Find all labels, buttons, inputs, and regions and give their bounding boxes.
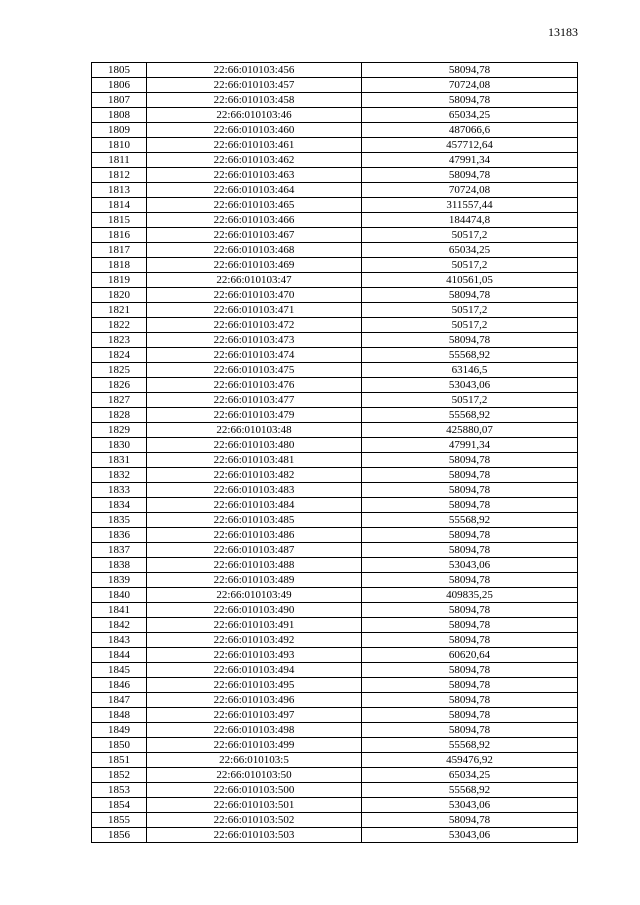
cadastral-value-cell: 459476,92 [362,753,578,768]
table-row [92,558,578,573]
row-number-cell: 1834 [92,498,147,513]
cadastral-number-cell: 22:66:010103:48 [147,423,362,438]
cadastral-number-cell: 22:66:010103:456 [147,63,362,78]
cadastral-value-cell: 410561,05 [362,273,578,288]
row-number-cell: 1809 [92,123,147,138]
row-number-cell: 1807 [92,93,147,108]
table-row [92,408,578,423]
row-number-cell: 1855 [92,813,147,828]
row-number-cell: 1844 [92,648,147,663]
row-number-cell: 1842 [92,618,147,633]
table-row [92,213,578,228]
cadastral-number-cell: 22:66:010103:501 [147,798,362,813]
cadastral-value-cell: 487066,6 [362,123,578,138]
cadastral-number-cell: 22:66:010103:476 [147,378,362,393]
table-row [92,183,578,198]
table-row [92,258,578,273]
cadastral-value-cell: 65034,25 [362,108,578,123]
row-number-cell: 1839 [92,573,147,588]
cadastral-value-cell: 58094,78 [362,663,578,678]
cadastral-number-cell: 22:66:010103:499 [147,738,362,753]
table-row [92,678,578,693]
table-body [92,63,578,843]
row-number-cell: 1822 [92,318,147,333]
row-number-cell: 1817 [92,243,147,258]
table-row [92,63,578,78]
cadastral-number-cell: 22:66:010103:465 [147,198,362,213]
cadastral-number-cell: 22:66:010103:489 [147,573,362,588]
cadastral-number-cell: 22:66:010103:475 [147,363,362,378]
cadastral-number-cell: 22:66:010103:460 [147,123,362,138]
cadastral-value-cell: 65034,25 [362,243,578,258]
cadastral-value-cell: 58094,78 [362,678,578,693]
row-number-cell: 1805 [92,63,147,78]
cadastral-value-cell: 50517,2 [362,258,578,273]
table-row [92,783,578,798]
cadastral-value-cell: 425880,07 [362,423,578,438]
row-number-cell: 1836 [92,528,147,543]
table-row [92,393,578,408]
row-number-cell: 1810 [92,138,147,153]
cadastral-value-cell: 58094,78 [362,333,578,348]
table-row [92,273,578,288]
cadastral-number-cell: 22:66:010103:484 [147,498,362,513]
cadastral-value-cell: 58094,78 [362,483,578,498]
table-row [92,528,578,543]
cadastral-value-cell: 50517,2 [362,303,578,318]
row-number-cell: 1853 [92,783,147,798]
table-row [92,798,578,813]
cadastral-number-cell: 22:66:010103:487 [147,543,362,558]
cadastral-value-cell: 58094,78 [362,528,578,543]
cadastral-number-cell: 22:66:010103:472 [147,318,362,333]
row-number-cell: 1835 [92,513,147,528]
row-number-cell: 1852 [92,768,147,783]
cadastral-value-cell: 58094,78 [362,63,578,78]
cadastral-value-cell: 409835,25 [362,588,578,603]
cadastral-value-cell: 457712,64 [362,138,578,153]
cadastral-value-cell: 58094,78 [362,723,578,738]
cadastral-number-cell: 22:66:010103:493 [147,648,362,663]
cadastral-number-cell: 22:66:010103:500 [147,783,362,798]
page-number: 13183 [548,25,578,39]
table-row [92,603,578,618]
cadastral-value-cell: 50517,2 [362,393,578,408]
cadastral-value-cell: 58094,78 [362,288,578,303]
cadastral-value-cell: 50517,2 [362,228,578,243]
cadastral-number-cell: 22:66:010103:474 [147,348,362,363]
cadastral-number-cell: 22:66:010103:486 [147,528,362,543]
table-row [92,738,578,753]
cadastral-value-cell: 65034,25 [362,768,578,783]
cadastral-number-cell: 22:66:010103:5 [147,753,362,768]
row-number-cell: 1838 [92,558,147,573]
cadastral-number-cell: 22:66:010103:462 [147,153,362,168]
table-row [92,663,578,678]
table-row [92,303,578,318]
cadastral-value-cell: 58094,78 [362,93,578,108]
cadastral-value-cell: 70724,08 [362,183,578,198]
row-number-cell: 1847 [92,693,147,708]
cadastral-value-cell: 55568,92 [362,738,578,753]
cadastral-value-cell: 55568,92 [362,348,578,363]
cadastral-number-cell: 22:66:010103:494 [147,663,362,678]
cadastral-value-cell: 53043,06 [362,378,578,393]
cadastral-number-cell: 22:66:010103:485 [147,513,362,528]
table-row [92,348,578,363]
cadastral-value-cell: 53043,06 [362,828,578,843]
cadastral-number-cell: 22:66:010103:50 [147,768,362,783]
cadastral-number-cell: 22:66:010103:463 [147,168,362,183]
cadastral-number-cell: 22:66:010103:471 [147,303,362,318]
cadastral-number-cell: 22:66:010103:458 [147,93,362,108]
row-number-cell: 1824 [92,348,147,363]
cadastral-number-cell: 22:66:010103:473 [147,333,362,348]
row-number-cell: 1833 [92,483,147,498]
table-row [92,633,578,648]
cadastral-value-cell: 58094,78 [362,813,578,828]
row-number-cell: 1854 [92,798,147,813]
cadastral-value-cell: 58094,78 [362,708,578,723]
row-number-cell: 1806 [92,78,147,93]
cadastral-value-cell: 184474,8 [362,213,578,228]
row-number-cell: 1831 [92,453,147,468]
cadastral-number-cell: 22:66:010103:466 [147,213,362,228]
table-row [92,153,578,168]
row-number-cell: 1848 [92,708,147,723]
table-row [92,648,578,663]
cadastral-number-cell: 22:66:010103:464 [147,183,362,198]
cadastral-number-cell: 22:66:010103:480 [147,438,362,453]
table-row [92,723,578,738]
cadastral-number-cell: 22:66:010103:467 [147,228,362,243]
table-row [92,363,578,378]
table-row [92,708,578,723]
table-row [92,198,578,213]
row-number-cell: 1812 [92,168,147,183]
cadastral-number-cell: 22:66:010103:481 [147,453,362,468]
row-number-cell: 1820 [92,288,147,303]
cadastral-number-cell: 22:66:010103:461 [147,138,362,153]
row-number-cell: 1843 [92,633,147,648]
row-number-cell: 1829 [92,423,147,438]
row-number-cell: 1811 [92,153,147,168]
cadastral-value-cell: 58094,78 [362,168,578,183]
cadastral-number-cell: 22:66:010103:47 [147,273,362,288]
row-number-cell: 1816 [92,228,147,243]
cadastral-number-cell: 22:66:010103:46 [147,108,362,123]
cadastral-value-cell: 311557,44 [362,198,578,213]
table-row [92,423,578,438]
table-row [92,468,578,483]
cadastral-number-cell: 22:66:010103:470 [147,288,362,303]
row-number-cell: 1814 [92,198,147,213]
table-row [92,93,578,108]
cadastral-number-cell: 22:66:010103:479 [147,408,362,423]
table-row [92,108,578,123]
cadastral-number-cell: 22:66:010103:457 [147,78,362,93]
cadastral-value-cell: 70724,08 [362,78,578,93]
cadastral-value-cell: 60620,64 [362,648,578,663]
row-number-cell: 1827 [92,393,147,408]
table-row [92,228,578,243]
cadastral-number-cell: 22:66:010103:468 [147,243,362,258]
cadastral-value-cell: 47991,34 [362,153,578,168]
row-number-cell: 1850 [92,738,147,753]
cadastral-value-cell: 58094,78 [362,543,578,558]
table-row [92,78,578,93]
table-row [92,138,578,153]
cadastral-value-cell: 58094,78 [362,633,578,648]
cadastral-number-cell: 22:66:010103:488 [147,558,362,573]
row-number-cell: 1832 [92,468,147,483]
row-number-cell: 1815 [92,213,147,228]
cadastral-number-cell: 22:66:010103:49 [147,588,362,603]
cadastral-value-cell: 58094,78 [362,603,578,618]
row-number-cell: 1818 [92,258,147,273]
cadastral-value-cell: 50517,2 [362,318,578,333]
row-number-cell: 1849 [92,723,147,738]
row-number-cell: 1846 [92,678,147,693]
table-row [92,543,578,558]
table-row [92,588,578,603]
table-row [92,768,578,783]
cadastral-number-cell: 22:66:010103:503 [147,828,362,843]
table-row [92,498,578,513]
cadastral-number-cell: 22:66:010103:490 [147,603,362,618]
cadastral-value-cell: 55568,92 [362,783,578,798]
row-number-cell: 1845 [92,663,147,678]
cadastral-number-cell: 22:66:010103:491 [147,618,362,633]
cadastral-number-cell: 22:66:010103:495 [147,678,362,693]
row-number-cell: 1841 [92,603,147,618]
table-row [92,168,578,183]
cadastral-number-cell: 22:66:010103:469 [147,258,362,273]
row-number-cell: 1856 [92,828,147,843]
cadastral-value-cell: 53043,06 [362,798,578,813]
table-row [92,813,578,828]
cadastral-value-cell: 58094,78 [362,498,578,513]
cadastral-value-cell: 55568,92 [362,513,578,528]
cadastral-number-cell: 22:66:010103:477 [147,393,362,408]
row-number-cell: 1813 [92,183,147,198]
table-row [92,573,578,588]
row-number-cell: 1821 [92,303,147,318]
cadastral-value-cell: 63146,5 [362,363,578,378]
row-number-cell: 1825 [92,363,147,378]
table-row [92,123,578,138]
cadastral-number-cell: 22:66:010103:498 [147,723,362,738]
row-number-cell: 1823 [92,333,147,348]
table-row [92,288,578,303]
row-number-cell: 1808 [92,108,147,123]
table-row [92,333,578,348]
table-row [92,378,578,393]
cadastral-number-cell: 22:66:010103:482 [147,468,362,483]
row-number-cell: 1830 [92,438,147,453]
table-row [92,618,578,633]
cadastral-number-cell: 22:66:010103:496 [147,693,362,708]
row-number-cell: 1819 [92,273,147,288]
cadastral-value-cell: 58094,78 [362,618,578,633]
table-row [92,318,578,333]
row-number-cell: 1826 [92,378,147,393]
cadastral-value-cell: 58094,78 [362,468,578,483]
cadastral-value-cell: 53043,06 [362,558,578,573]
cadastral-number-cell: 22:66:010103:483 [147,483,362,498]
table-row [92,438,578,453]
row-number-cell: 1851 [92,753,147,768]
cadastral-value-cell: 58094,78 [362,693,578,708]
cadastral-value-cell: 55568,92 [362,408,578,423]
table-row [92,243,578,258]
cadastral-number-cell: 22:66:010103:497 [147,708,362,723]
table-row [92,828,578,843]
cadastral-value-table [91,62,578,843]
cadastral-number-cell: 22:66:010103:492 [147,633,362,648]
row-number-cell: 1840 [92,588,147,603]
table-row [92,753,578,768]
cadastral-value-cell: 47991,34 [362,438,578,453]
cadastral-value-cell: 58094,78 [362,453,578,468]
cadastral-value-cell: 58094,78 [362,573,578,588]
table-row [92,483,578,498]
table-row [92,513,578,528]
row-number-cell: 1828 [92,408,147,423]
table-row [92,693,578,708]
cadastral-number-cell: 22:66:010103:502 [147,813,362,828]
table-row [92,453,578,468]
row-number-cell: 1837 [92,543,147,558]
